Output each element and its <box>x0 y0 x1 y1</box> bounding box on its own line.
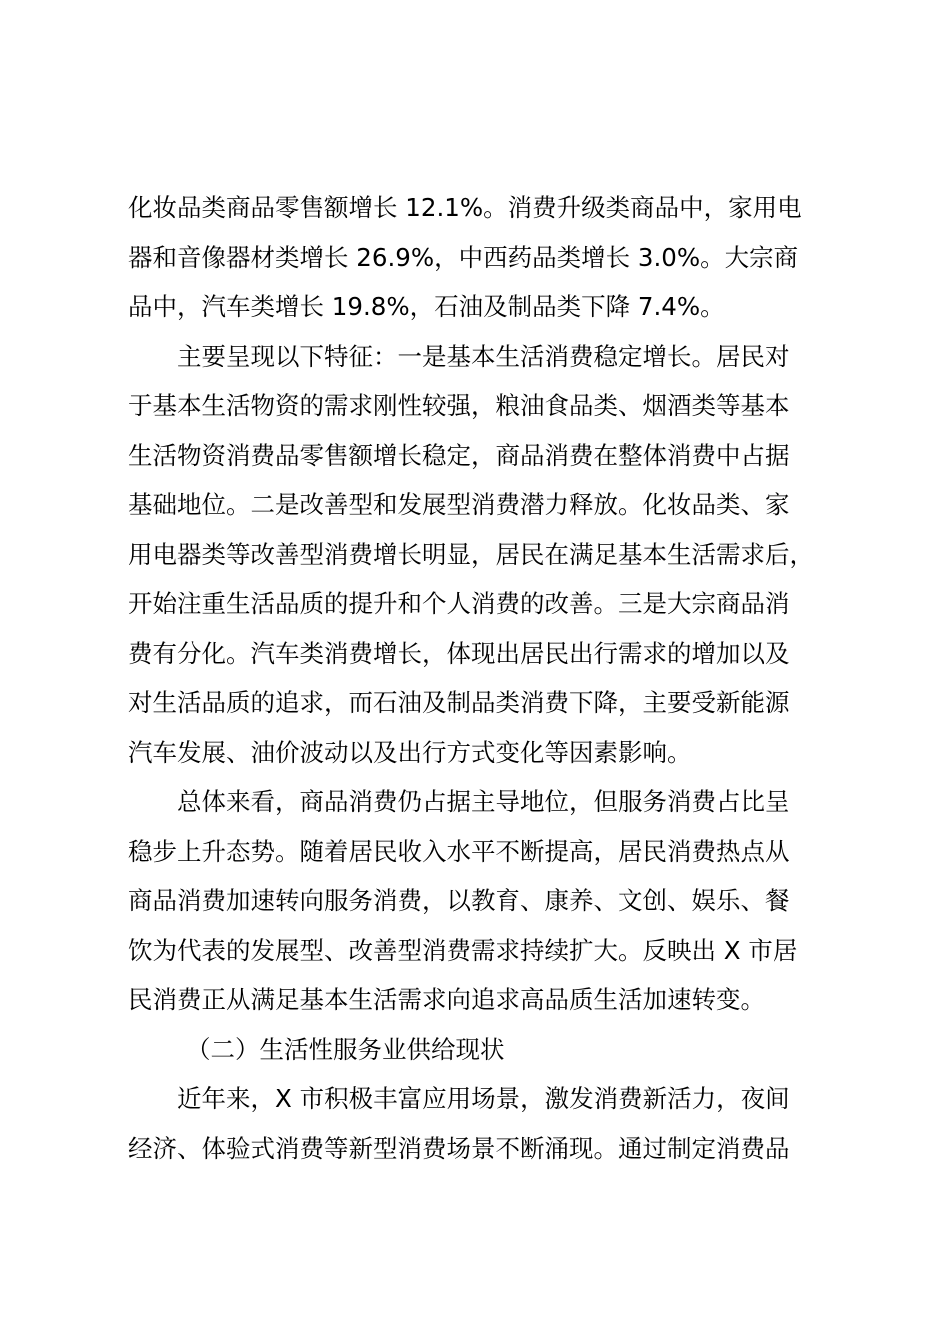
paragraph-line: 对生活品质的追求，而石油及制品类消费下降，主要受新能源 <box>128 688 790 717</box>
paragraph-first-line: 主要呈现以下特征：一是基本生活消费稳定增长。居民对 <box>177 341 790 371</box>
paragraph-line: 商品消费加速转向服务消费，以教育、康养、文创、娱乐、餐 <box>128 886 790 915</box>
paragraph-line: 经济、体验式消费等新型消费场景不断涌现。通过制定消费品 <box>128 1133 790 1163</box>
paragraph-line: 民消费正从满足基本生活需求向追求高品质生活加速转变。 <box>128 985 765 1014</box>
paragraph-line: 费有分化。汽车类消费增长，体现出居民出行需求的增加以及 <box>128 638 790 668</box>
paragraph-line: 开始注重生活品质的提升和个人消费的改善。三是大宗商品消 <box>128 589 790 618</box>
paragraph-line: 饮为代表的发展型、改善型消费需求持续扩大。反映出 X 市居 <box>128 935 798 965</box>
paragraph-line: 于基本生活物资的需求刚性较强，粮油食品类、烟酒类等基本 <box>128 391 790 420</box>
paragraph-line: 用电器类等改善型消费增长明显，居民在满足基本生活需求后， <box>128 539 814 569</box>
paragraph-line: 化妆品类商品零售额增长 12.1%。消费升级类商品中，家用电 <box>128 193 802 222</box>
paragraph-first-line: 总体来看，商品消费仍占据主导地位，但服务消费占比呈 <box>177 787 790 816</box>
document-body <box>128 183 833 1173</box>
paragraph-line: 稳步上升态势。随着居民收入水平不断提高，居民消费热点从 <box>128 836 790 866</box>
paragraph-line: 汽车发展、油价波动以及出行方式变化等因素影响。 <box>128 737 692 767</box>
paragraph-line: 品中，汽车类增长 19.8%，石油及制品类下降 7.4%。 <box>128 292 725 321</box>
section-heading: （二）生活性服务业供给现状 <box>186 1034 505 1064</box>
paragraph-line: 器和音像器材类增长 26.9%，中西药品类增长 3.0%。大宗商 <box>128 242 799 272</box>
paragraph-line: 生活物资消费品零售额增长稳定，商品消费在整体消费中占据 <box>128 440 790 470</box>
paragraph-line: 基础地位。二是改善型和发展型消费潜力释放。化妆品类、家 <box>128 490 790 519</box>
paragraph-first-line: 近年来，X 市积极丰富应用场景，激发消费新活力，夜间 <box>177 1084 790 1113</box>
